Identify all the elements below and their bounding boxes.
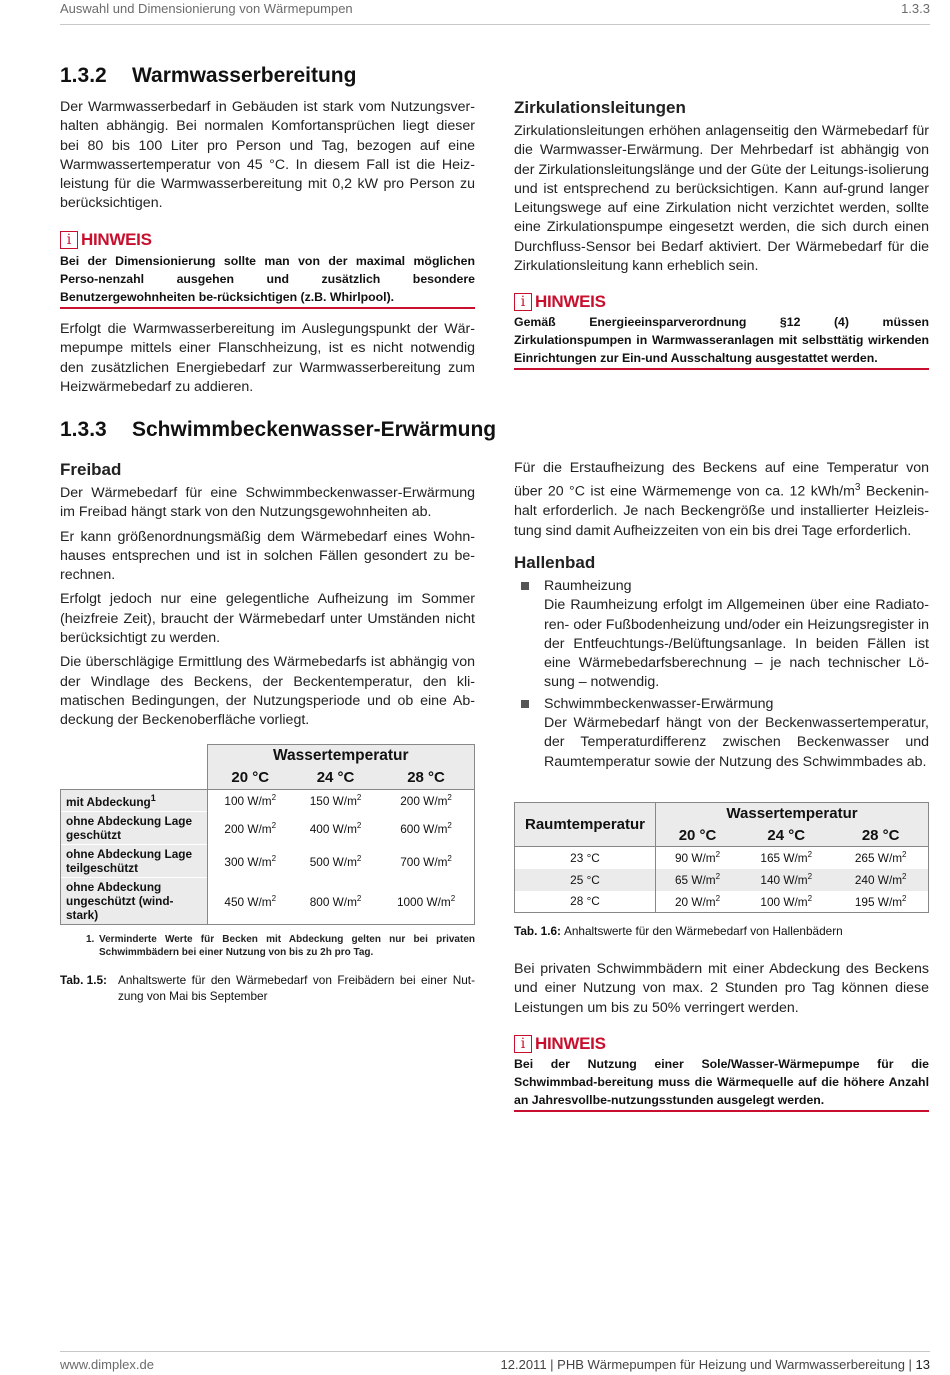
paragraph: Zirkulationsleitungen erhöhen anlagenseitig den Wärmebedarf für die Warmwasser-Erwärmung. Der Mehrbedarf ist abhängig von der Zirkulationsleitungslänge und der Güte der Leitungs-isolierung und ist entsprechend zu berücksichtigen. Kann auf-grund langer Leitungswege auf eine Zirkulation nicht verzichtet werden, sollte eine Zirkulationspumpe eingesetzt werden, die sich durch einen Durchfluss-Sensor bei Bedarf aktiviert. Der Wärmebedarf für die Zirkulationsleitung kann erheblich sein. [514, 123, 929, 275]
paragraph: Erfolgt jedoch nur eine gelegentliche Aufheizung im Sommer (heizfreie Zeit), braucht der Wärmebedarf unter Umständen nicht berücksichtigt zu werden. [60, 591, 475, 647]
caption-label: Tab. 1.6: [514, 924, 561, 938]
unit-sup: 2 [715, 850, 721, 860]
cell-value: 265 W/m [854, 851, 903, 866]
right-column-block [514, 459, 929, 772]
cell-value: 20 W/m [675, 894, 716, 909]
cell-value: 65 W/m [675, 872, 716, 887]
page-header [60, 0, 930, 25]
hinweis-rule [514, 1110, 929, 1112]
section-number: 1.3.2 [60, 64, 107, 87]
hinweis-label: HINWEIS [535, 1034, 606, 1053]
caption-label: Tab. 1.5: [60, 973, 107, 987]
bullet-square-icon [521, 582, 529, 590]
table-row-label: 25 °C [515, 869, 656, 891]
unit-sup: 2 [356, 893, 362, 903]
table-row [61, 812, 475, 845]
table-row-label: ohne Abdeckung Lage geschützt [61, 812, 208, 845]
unit-sup: 2 [271, 820, 277, 830]
unit-sup: 2 [902, 872, 907, 882]
unit-sup: 2 [902, 893, 907, 903]
table-cell [833, 869, 928, 891]
table-col-header: 20 °C [656, 825, 740, 847]
unit-sup: 2 [902, 850, 907, 860]
table-cell [378, 878, 474, 925]
unit-sup: 2 [447, 793, 452, 803]
table-cell [739, 847, 833, 869]
info-icon: i [60, 231, 78, 249]
table-cell [207, 812, 293, 845]
section-number: 1.3.3 [60, 418, 107, 441]
freibad-block [60, 460, 475, 731]
section-title: Schwimmbeckenwasser-Erwärmung [132, 418, 497, 441]
cell-value: 165 W/m [760, 851, 808, 866]
table-1-6 [514, 802, 929, 939]
table-caption [514, 923, 929, 939]
table-cell [207, 878, 293, 925]
cell-value: 700 W/m [400, 854, 448, 869]
table-cell [656, 891, 740, 913]
table-row [61, 790, 475, 812]
footer-text: 12.2011 | PHB Wärmepumpen für Heizung und Warmwasserbereitung | [500, 1357, 916, 1372]
hinweis-box [514, 292, 929, 370]
hinweis-rule [60, 307, 475, 309]
table-1-5 [60, 744, 475, 1004]
table-row-label: 28 °C [515, 891, 656, 913]
table-cell [378, 812, 474, 845]
caption-text: Anhaltswerte für den Wärmebedarf von Hallenbädern [564, 924, 843, 938]
cell-value: 400 W/m [309, 821, 357, 836]
paragraph-text: Beckenin-halt erforderlich. Je nach Beckengröße und installierter Heizleis-tung sind damit Aufheizzeiten von ein bis drei Tage erforderlich. [514, 484, 929, 539]
subsection-title: Hallenbad [514, 552, 596, 572]
cell-value: 450 W/m [224, 894, 272, 909]
table-cell [293, 790, 378, 812]
table-row [61, 878, 475, 925]
table-cell [293, 845, 378, 878]
unit-sup: 2 [447, 853, 452, 863]
table-row-header: Raumtemperatur [515, 803, 656, 847]
hinweis-box [60, 230, 475, 309]
hinweis-text: Bei der Dimensionierung sollte man von der maximal möglichen Perso-nenzahl ausgehen und zusätzlich besondere Benutzergewohnheiten be-rücksichtigen (z.B. Whirlpool). [60, 254, 475, 304]
table-cell [833, 847, 928, 869]
hinweis-rule [514, 368, 929, 370]
cell-value: 300 W/m [224, 854, 272, 869]
table-cell [656, 869, 740, 891]
footnote-number: 1. [86, 934, 95, 945]
caption-text: Anhaltswerte für den Wärmebedarf von Freibädern bei einer Nut-zung von Mai bis September [118, 973, 475, 1003]
bullet-text: Die Raumheizung erfolgt im Allgemeinen über eine Radiato-ren- oder Fußbodenheizung und/oder ein Heizungsregister in der Entfeuchtungs-/Belüftungsanlage. In beiden Fällen ist eine Wärmebedarfsberechnung – je nach technischer Lö-sung – notwendig. [544, 597, 929, 691]
list-item [514, 577, 929, 693]
cell-value: 800 W/m [309, 894, 357, 909]
table-footnote [60, 933, 475, 959]
footnote-text: Verminderte Werte für Becken mit Abdeckung gelten nur bei privaten Schwimmbädern bei einer Nutzung von bis zu 2h pro Tag. [99, 934, 475, 958]
hinweis-box [514, 1034, 929, 1112]
table-col-header: 24 °C [739, 825, 833, 847]
hinweis-text: Bei der Nutzung einer Sole/Wasser-Wärmepumpe für die Schwimmbad-bereitung muss die Wärmequelle auf die höhere Anzahl an Jahresvollbe-nutzungsstunden ausgelegt werden. [514, 1057, 929, 1107]
cell-value: 1000 W/m [396, 894, 451, 909]
info-icon: i [514, 1035, 532, 1053]
table-cell [293, 878, 378, 925]
table-cell [656, 847, 740, 869]
section-title: Warmwasserbereitung [132, 64, 357, 87]
table-col-header: 24 °C [293, 767, 378, 790]
table-cell [207, 790, 293, 812]
footer-website: www.dimplex.de [60, 1357, 154, 1372]
hinweis-label: HINWEIS [81, 230, 152, 249]
cell-value: 140 W/m [760, 872, 808, 887]
unit-sup: 2 [356, 820, 362, 830]
unit-sup: 2 [271, 853, 277, 863]
paragraph [514, 459, 929, 541]
footer-info [501, 1357, 930, 1372]
table-cell [378, 845, 474, 878]
bullet-text: Der Wärmebedarf hängt von der Beckenwassertemperatur, der Temperaturdifferenz zwischen Beckenwasser und Raumtemperatur sowie der Nutzung des Schwimmbades ab. [544, 715, 929, 770]
table-col-header: 28 °C [833, 825, 928, 847]
unit-sup: 2 [356, 793, 362, 803]
row-label-text: mit Abdeckung [66, 794, 151, 809]
paragraph: Erfolgt die Warmwasserbereitung im Auslegungspunkt der Wär-mepumpe mittels einer Flanschheizung, ist es nicht notwendig den zusätzlichen Energiebedarf zur Warmwasserbereitung zum Heizwärmebedarf zu addieren. [60, 321, 475, 395]
cell-value: 100 W/m [760, 894, 808, 909]
table-cell [378, 790, 474, 812]
cell-value: 150 W/m [309, 793, 357, 808]
cell-value: 100 W/m [224, 793, 272, 808]
header-title: Auswahl und Dimensionierung von Wärmepumpen [60, 1, 353, 16]
section-1-3-2-body [60, 98, 475, 214]
table-row [61, 845, 475, 878]
unit-sup: 2 [807, 850, 813, 860]
unit-sup: 2 [807, 893, 813, 903]
unit-sup: 2 [715, 893, 721, 903]
table-cell [207, 845, 293, 878]
page-number: 13 [915, 1357, 930, 1372]
paragraph: Der Warmwasserbedarf in Gebäuden ist stark vom Nutzungsver-halten abhängig. Bei normalen Komfortansprüchen liegt dieser bei 80 bis 100 Liter pro Person und Tag, bezogen auf eine Warmwassertemperatur von 45 °C. In diesem Fall ist die Heiz-leistung für die Warmwasserbereitung mit 0,2 kW pro Person zu berücksichtigen. [60, 99, 475, 212]
table-caption [60, 972, 475, 1004]
table-row [515, 847, 929, 869]
unit-sup: 2 [807, 872, 813, 882]
unit-sup: 2 [271, 793, 277, 803]
unit-sup: 2 [271, 893, 277, 903]
info-icon: i [514, 293, 532, 311]
table-cell [739, 891, 833, 913]
table-cell [739, 869, 833, 891]
section-1-3-2-body-2 [60, 320, 475, 397]
table-row-label [61, 790, 208, 812]
unit-sup: 2 [715, 872, 721, 882]
section-1-3-3-heading [60, 418, 520, 442]
bullet-title: Schwimmbeckenwasser-Erwärmung [544, 695, 774, 712]
table-row [515, 869, 929, 891]
page-footer [60, 1351, 930, 1375]
cell-value: 200 W/m [224, 821, 272, 836]
table-header-water-temp: Wassertemperatur [207, 745, 475, 767]
subsection-title: Zirkulationsleitungen [514, 98, 686, 117]
footnote-ref: 1 [150, 792, 156, 803]
zirkulation-block [514, 98, 929, 276]
table-col-header: 28 °C [378, 767, 474, 790]
table-row-label: 23 °C [515, 847, 656, 869]
table-row [515, 891, 929, 913]
right-column-paragraph [514, 960, 929, 1018]
list-item [514, 695, 929, 772]
cell-value: 600 W/m [400, 821, 448, 836]
hinweis-label: HINWEIS [535, 292, 606, 311]
table-row-label: ohne Abdeckung Lage teilgeschützt [61, 845, 208, 878]
cell-value: 200 W/m [400, 793, 448, 808]
table-cell [833, 891, 928, 913]
paragraph: Bei privaten Schwimmbädern mit einer Abdeckung des Beckens und einer Nutzung von max. 2 Stunden pro Tag können diese Leistungen um bis zu 50% verringert werden. [514, 961, 929, 1016]
paragraph-text: Für die Erstaufheizung des Beckens auf eine Temperatur von über 20 °C ist eine Wärmemenge von ca. 12 kWh/m [514, 460, 929, 501]
paragraph: Er kann größenordnungsmäßig dem Wärmebedarf eines Wohn-hauses entsprechen und ist in solchen Fällen gesondert zu be-rechnen. [60, 528, 475, 584]
unit-sup: 2 [450, 893, 456, 903]
superscript: 3 [854, 482, 861, 494]
header-section: 1.3.3 [901, 1, 930, 16]
hinweis-text: Gemäß Energieeinsparverordnung §12 (4) müssen Zirkulationspumpen in Warmwasseranlagen mit selbsttätig wirkenden Einrichtungen zur Ein-und Ausschaltung ausgestattet werden. [514, 315, 929, 365]
table-cell [293, 812, 378, 845]
cell-value: 195 W/m [854, 894, 903, 909]
table-row-label: ohne Abdeckung ungeschützt (wind-stark) [61, 878, 208, 925]
bullet-title: Raumheizung [544, 577, 632, 594]
subsection-title: Freibad [60, 460, 122, 479]
cell-value: 90 W/m [675, 851, 716, 866]
bullet-square-icon [521, 700, 529, 708]
paragraph: Der Wärmebedarf für eine Schwimmbeckenwasser-Erwärmung im Freibad hängt stark von den Nutzungsgewohnheiten ab. [60, 485, 475, 521]
cell-value: 500 W/m [309, 854, 357, 869]
section-1-3-2-heading [60, 64, 480, 88]
unit-sup: 2 [356, 853, 362, 863]
table-col-header: 20 °C [207, 767, 293, 790]
table-header-water-temp: Wassertemperatur [656, 803, 929, 825]
unit-sup: 2 [447, 820, 452, 830]
cell-value: 240 W/m [854, 872, 903, 887]
paragraph: Die überschlägige Ermittlung des Wärmebedarfs ist abhängig von der Windlage des Beckens, der Beckentemperatur, den kli-matischen Bedingungen, der Nutzungsperiode und ob eine Ab-deckung der Beckenoberfläche vorliegt. [60, 654, 475, 729]
